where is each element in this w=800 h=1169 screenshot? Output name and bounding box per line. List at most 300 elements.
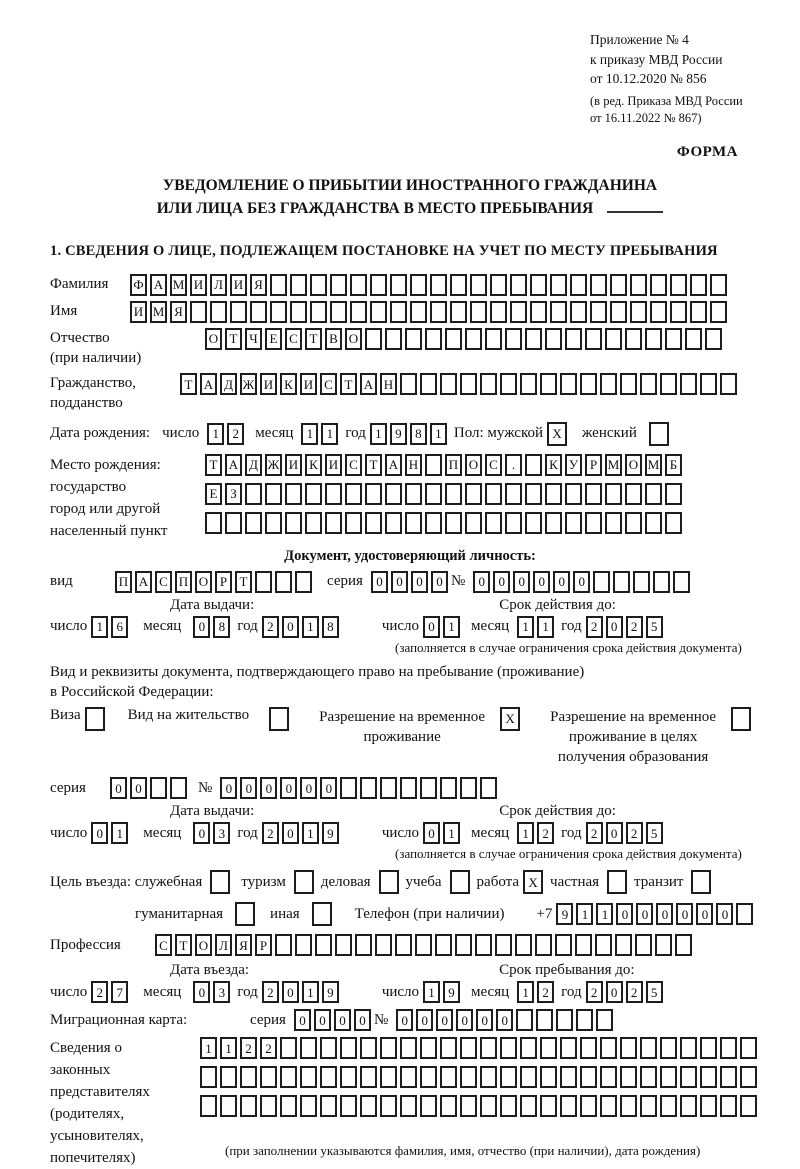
char-cell <box>400 1095 417 1117</box>
mig-series-label: серия <box>250 1011 286 1028</box>
char-cell <box>420 1095 437 1117</box>
char-cell <box>385 512 402 534</box>
char-cell: 1 <box>443 822 460 844</box>
char-cell: О <box>195 571 212 593</box>
char-cell <box>500 1066 517 1088</box>
birth-place-label: Место рождения: <box>50 456 161 473</box>
char-cell: У <box>565 454 582 476</box>
char-cell: 3 <box>213 822 230 844</box>
char-cell <box>633 571 650 593</box>
char-cell: А <box>385 454 402 476</box>
visa-checkbox <box>85 707 108 731</box>
char-cell: 2 <box>586 822 603 844</box>
right-doc-line1: Вид и реквизиты документа, подтверждающего право на пребывание (проживание) <box>50 663 585 680</box>
char-cell: 2 <box>260 1037 277 1059</box>
char-cell <box>365 483 382 505</box>
char-cell: 6 <box>111 616 128 638</box>
char-cell <box>555 934 572 956</box>
char-cell <box>565 328 582 350</box>
char-cell: 2 <box>240 1037 257 1059</box>
char-cell: 0 <box>240 777 257 799</box>
day-label: число <box>50 618 88 635</box>
char-cell <box>520 373 537 395</box>
char-cell: 1 <box>220 1037 237 1059</box>
char-cell: 0 <box>282 981 299 1003</box>
char-cell: С <box>155 571 172 593</box>
char-cell: М <box>605 454 622 476</box>
surname-label: Фамилия <box>50 276 109 293</box>
char-cell: Т <box>305 328 322 350</box>
char-cell: . <box>505 454 522 476</box>
char-cell: 1 <box>430 423 447 445</box>
char-cell <box>640 1066 657 1088</box>
doc-valid-month-cells <box>517 616 557 638</box>
char-cell <box>460 373 477 395</box>
humanitarian-label: гуманитарная <box>135 905 224 922</box>
char-cell <box>150 777 167 799</box>
char-cell <box>425 328 442 350</box>
char-cell <box>620 1066 637 1088</box>
char-cell <box>510 301 527 323</box>
char-cell <box>650 301 667 323</box>
char-cell <box>220 1095 237 1117</box>
char-cell: 1 <box>302 822 319 844</box>
char-cell <box>505 328 522 350</box>
char-cell <box>505 483 522 505</box>
char-cell <box>305 512 322 534</box>
char-cell: А <box>150 274 167 296</box>
char-cell: 0 <box>110 777 127 799</box>
char-cell: 0 <box>396 1009 413 1031</box>
char-cell: Т <box>365 454 382 476</box>
char-cell: 0 <box>473 571 490 593</box>
phone-cells <box>556 903 756 925</box>
temp-residence-label-l1: Разрешение на временное <box>319 708 486 725</box>
tourism-checkbox <box>294 870 317 894</box>
char-cell: 0 <box>431 571 448 593</box>
char-cell: О <box>205 328 222 350</box>
char-cell: 2 <box>626 981 643 1003</box>
char-cell: 1 <box>207 423 224 445</box>
month-label: месяц <box>255 425 294 442</box>
char-cell <box>240 1095 257 1117</box>
res-valid-month-cells <box>517 822 557 844</box>
char-cell: Е <box>205 483 222 505</box>
char-cell <box>691 870 711 894</box>
char-cell <box>370 301 387 323</box>
char-cell <box>565 512 582 534</box>
char-cell <box>435 934 452 956</box>
char-cell <box>470 274 487 296</box>
stay-until-label: Срок пребывания до: <box>499 962 635 979</box>
char-cell <box>405 328 422 350</box>
char-cell <box>500 1037 517 1059</box>
field-purpose <box>50 870 770 894</box>
char-cell: Ж <box>265 454 282 476</box>
char-cell <box>290 274 307 296</box>
char-cell <box>615 934 632 956</box>
doc-valid-day-cells <box>423 616 463 638</box>
char-cell: 0 <box>294 1009 311 1031</box>
char-cell: А <box>225 454 242 476</box>
char-cell <box>570 274 587 296</box>
field-id-doc-dates <box>50 616 770 638</box>
char-cell <box>690 301 707 323</box>
char-cell <box>630 274 647 296</box>
char-cell <box>410 301 427 323</box>
char-cell <box>620 373 637 395</box>
char-cell <box>410 274 427 296</box>
char-cell: М <box>645 454 662 476</box>
char-cell <box>545 483 562 505</box>
doc-kind-label: вид <box>50 573 73 590</box>
char-cell <box>700 373 717 395</box>
char-cell: С <box>155 934 172 956</box>
char-cell: И <box>260 373 277 395</box>
char-cell <box>465 483 482 505</box>
temp-residence-edu-checkbox <box>731 707 754 731</box>
char-cell <box>480 1066 497 1088</box>
char-cell <box>320 1095 337 1117</box>
char-cell <box>190 301 207 323</box>
char-cell <box>305 483 322 505</box>
char-cell: Ч <box>245 328 262 350</box>
stay-day-cells <box>423 981 463 1003</box>
char-cell <box>550 301 567 323</box>
char-cell <box>465 512 482 534</box>
char-cell <box>685 328 702 350</box>
char-cell <box>710 274 727 296</box>
year-label: год <box>561 824 582 841</box>
char-cell <box>700 1037 717 1059</box>
char-cell <box>425 454 442 476</box>
char-cell <box>585 483 602 505</box>
res-doc-date-heads <box>50 803 770 820</box>
char-cell <box>385 328 402 350</box>
appendix-line: Приложение № 4 <box>590 32 689 47</box>
doc-issue-date-label: Дата выдачи: <box>170 596 255 613</box>
char-cell <box>460 777 477 799</box>
res-valid-day-cells <box>423 822 463 844</box>
char-cell <box>520 1095 537 1117</box>
char-cell: 2 <box>537 981 554 1003</box>
char-cell <box>645 512 662 534</box>
char-cell <box>420 1066 437 1088</box>
char-cell <box>665 512 682 534</box>
char-cell <box>375 934 392 956</box>
doc-issue-month-cells <box>193 616 233 638</box>
title-blank-line <box>607 197 663 213</box>
business-checkbox <box>379 870 402 894</box>
title-line2: ИЛИ ЛИЦА БЕЗ ГРАЖДАНСТВА В МЕСТО ПРЕБЫВАНИЯ <box>156 200 594 218</box>
char-cell: 0 <box>513 571 530 593</box>
char-cell <box>210 870 230 894</box>
char-cell: 0 <box>193 981 210 1003</box>
char-cell <box>720 1037 737 1059</box>
residence-doc-checkboxes <box>50 707 770 768</box>
char-cell <box>605 512 622 534</box>
char-cell <box>355 934 372 956</box>
char-cell: 0 <box>533 571 550 593</box>
char-cell <box>340 1066 357 1088</box>
name-label: Имя <box>50 303 78 320</box>
birth-year-cells <box>370 423 450 445</box>
char-cell: 0 <box>282 616 299 638</box>
doc-number-sign: № <box>450 573 466 590</box>
char-cell: Я <box>235 934 252 956</box>
char-cell <box>260 1066 277 1088</box>
char-cell: 3 <box>213 981 230 1003</box>
field-res-doc <box>50 777 770 799</box>
representatives-label-l3: представителях <box>50 1084 150 1101</box>
char-cell: 0 <box>606 616 623 638</box>
char-cell <box>405 512 422 534</box>
char-cell <box>450 301 467 323</box>
char-cell <box>440 1095 457 1117</box>
representatives-label-l4: (родителях, <box>50 1106 125 1123</box>
birth-place-cells-row1 <box>205 454 685 476</box>
char-cell <box>345 483 362 505</box>
char-cell: М <box>170 274 187 296</box>
char-cell <box>660 373 677 395</box>
day-label: число <box>50 824 88 841</box>
year-label: год <box>237 824 258 841</box>
res-issue-day-cells <box>91 822 131 844</box>
char-cell <box>510 274 527 296</box>
char-cell: Е <box>265 328 282 350</box>
official-checkbox <box>210 870 233 894</box>
char-cell: З <box>225 483 242 505</box>
char-cell: 0 <box>354 1009 371 1031</box>
valid-note: (заполняется в случае ограничения срока действия документа) <box>395 846 742 862</box>
other-checkbox <box>312 902 335 926</box>
char-cell <box>600 1095 617 1117</box>
char-cell <box>475 934 492 956</box>
char-cell: 2 <box>262 616 279 638</box>
char-cell: Я <box>170 301 187 323</box>
char-cell <box>255 571 272 593</box>
char-cell <box>325 483 342 505</box>
patronymic-cells <box>205 328 725 350</box>
char-cell: 0 <box>416 1009 433 1031</box>
char-cell: Ф <box>130 274 147 296</box>
month-label: месяц <box>143 983 182 1000</box>
char-cell: Р <box>215 571 232 593</box>
char-cell <box>245 483 262 505</box>
char-cell <box>525 454 542 476</box>
field-entry-dates <box>50 981 770 1003</box>
transit-label: транзит <box>634 873 684 890</box>
res-issue-date-label: Дата выдачи: <box>170 803 255 820</box>
char-cell: 9 <box>390 423 407 445</box>
char-cell: 0 <box>553 571 570 593</box>
char-cell <box>525 483 542 505</box>
temp-residence-edu-label-l1: Разрешение на временное <box>550 708 717 725</box>
char-cell: М <box>150 301 167 323</box>
char-cell <box>700 1066 717 1088</box>
other-label: иная <box>270 905 300 922</box>
citizenship-label2: подданство <box>50 395 123 412</box>
char-cell <box>385 483 402 505</box>
char-cell <box>620 1037 637 1059</box>
field-surname <box>50 274 770 296</box>
char-cell: 1 <box>200 1037 217 1059</box>
char-cell <box>530 274 547 296</box>
char-cell <box>720 1095 737 1117</box>
char-cell <box>660 1066 677 1088</box>
char-cell <box>625 483 642 505</box>
char-cell <box>585 328 602 350</box>
char-cell: 9 <box>322 981 339 1003</box>
char-cell <box>645 483 662 505</box>
char-cell <box>380 1066 397 1088</box>
char-cell: 0 <box>716 903 733 925</box>
mig-number-cells <box>396 1009 616 1031</box>
year-label: год <box>561 983 582 1000</box>
char-cell <box>470 301 487 323</box>
representatives-cells-row1 <box>200 1037 760 1059</box>
representatives-note: (при заполнении указываются фамилия, имя, отчество (при наличии), дата рождения) <box>225 1143 701 1159</box>
res-issue-month-cells <box>193 822 233 844</box>
char-cell: Т <box>340 373 357 395</box>
right-doc-line2: в Российской Федерации: <box>50 683 214 700</box>
char-cell <box>390 274 407 296</box>
sex-female-label: женский <box>582 425 637 442</box>
char-cell <box>670 274 687 296</box>
char-cell <box>415 934 432 956</box>
char-cell <box>315 934 332 956</box>
char-cell <box>653 571 670 593</box>
char-cell <box>535 934 552 956</box>
profession-cells <box>155 934 695 956</box>
char-cell <box>705 328 722 350</box>
char-cell <box>360 777 377 799</box>
entry-year-cells <box>262 981 342 1003</box>
char-cell <box>365 328 382 350</box>
char-cell <box>540 1095 557 1117</box>
citizenship-label: Гражданство, <box>50 375 137 392</box>
char-cell: 0 <box>220 777 237 799</box>
char-cell <box>490 274 507 296</box>
char-cell <box>420 1037 437 1059</box>
char-cell <box>330 274 347 296</box>
birth-day-cells <box>207 423 247 445</box>
char-cell <box>655 934 672 956</box>
char-cell <box>420 777 437 799</box>
doc-valid-until-label: Срок действия до: <box>499 596 616 613</box>
char-cell <box>500 1095 517 1117</box>
char-cell: О <box>345 328 362 350</box>
char-cell: 9 <box>443 981 460 1003</box>
char-cell <box>596 1009 613 1031</box>
char-cell <box>620 1095 637 1117</box>
phone-label: Телефон (при наличии) <box>354 905 505 922</box>
char-cell <box>731 707 751 731</box>
char-cell: О <box>195 934 212 956</box>
char-cell <box>545 328 562 350</box>
char-cell: 0 <box>391 571 408 593</box>
char-cell <box>345 512 362 534</box>
char-cell: 0 <box>423 616 440 638</box>
char-cell <box>380 1037 397 1059</box>
char-cell: 0 <box>130 777 147 799</box>
study-label: учеба <box>405 873 442 890</box>
right-doc-line1-row <box>50 664 770 681</box>
char-cell: 1 <box>321 423 338 445</box>
char-cell <box>300 1066 317 1088</box>
doc-series-cells <box>371 571 451 593</box>
char-cell <box>640 1037 657 1059</box>
field-profession <box>50 934 770 956</box>
char-cell <box>275 934 292 956</box>
char-cell: 0 <box>636 903 653 925</box>
char-cell: 5 <box>646 822 663 844</box>
char-cell <box>536 1009 553 1031</box>
char-cell: 0 <box>606 822 623 844</box>
day-label: число <box>381 824 420 841</box>
char-cell <box>240 1066 257 1088</box>
char-cell <box>210 301 227 323</box>
char-cell <box>516 1009 533 1031</box>
day-label: число <box>50 983 88 1000</box>
char-cell <box>556 1009 573 1031</box>
entry-date-label: Дата въезда: <box>170 962 250 979</box>
char-cell <box>520 1066 537 1088</box>
char-cell <box>607 870 627 894</box>
char-cell <box>445 483 462 505</box>
char-cell <box>360 1037 377 1059</box>
char-cell <box>485 328 502 350</box>
profession-label: Профессия <box>50 936 121 953</box>
patronymic-label: Отчество <box>50 329 110 346</box>
birth-place-cells-row2 <box>205 483 685 505</box>
char-cell <box>205 512 222 534</box>
char-cell <box>295 571 312 593</box>
char-cell <box>545 512 562 534</box>
sex-male-checkbox <box>547 422 570 446</box>
res-valid-until-label: Срок действия до: <box>499 803 616 820</box>
char-cell <box>530 301 547 323</box>
char-cell: 0 <box>496 1009 513 1031</box>
residence-permit-label: Вид на жительство <box>127 706 250 723</box>
year-label: год <box>561 618 582 635</box>
char-cell: Н <box>405 454 422 476</box>
char-cell: 1 <box>301 423 318 445</box>
char-cell: И <box>230 274 247 296</box>
field-birth-place <box>50 454 770 542</box>
month-label: месяц <box>471 983 510 1000</box>
char-cell: 0 <box>193 616 210 638</box>
char-cell <box>605 483 622 505</box>
char-cell <box>560 1095 577 1117</box>
char-cell <box>650 274 667 296</box>
char-cell: X <box>523 870 543 894</box>
char-cell <box>590 274 607 296</box>
char-cell <box>600 373 617 395</box>
valid-note: (заполняется в случае ограничения срока действия документа) <box>395 639 742 655</box>
char-cell: И <box>190 274 207 296</box>
char-cell <box>660 1095 677 1117</box>
appendix-note-line: от 16.11.2022 № 867) <box>590 111 702 126</box>
month-label: месяц <box>471 618 510 635</box>
representatives-label-l6: попечителях) <box>50 1150 136 1167</box>
char-cell: 0 <box>193 822 210 844</box>
char-cell: 0 <box>676 903 693 925</box>
char-cell <box>635 934 652 956</box>
char-cell <box>360 1095 377 1117</box>
res-issue-year-cells <box>262 822 342 844</box>
char-cell <box>740 1037 757 1059</box>
